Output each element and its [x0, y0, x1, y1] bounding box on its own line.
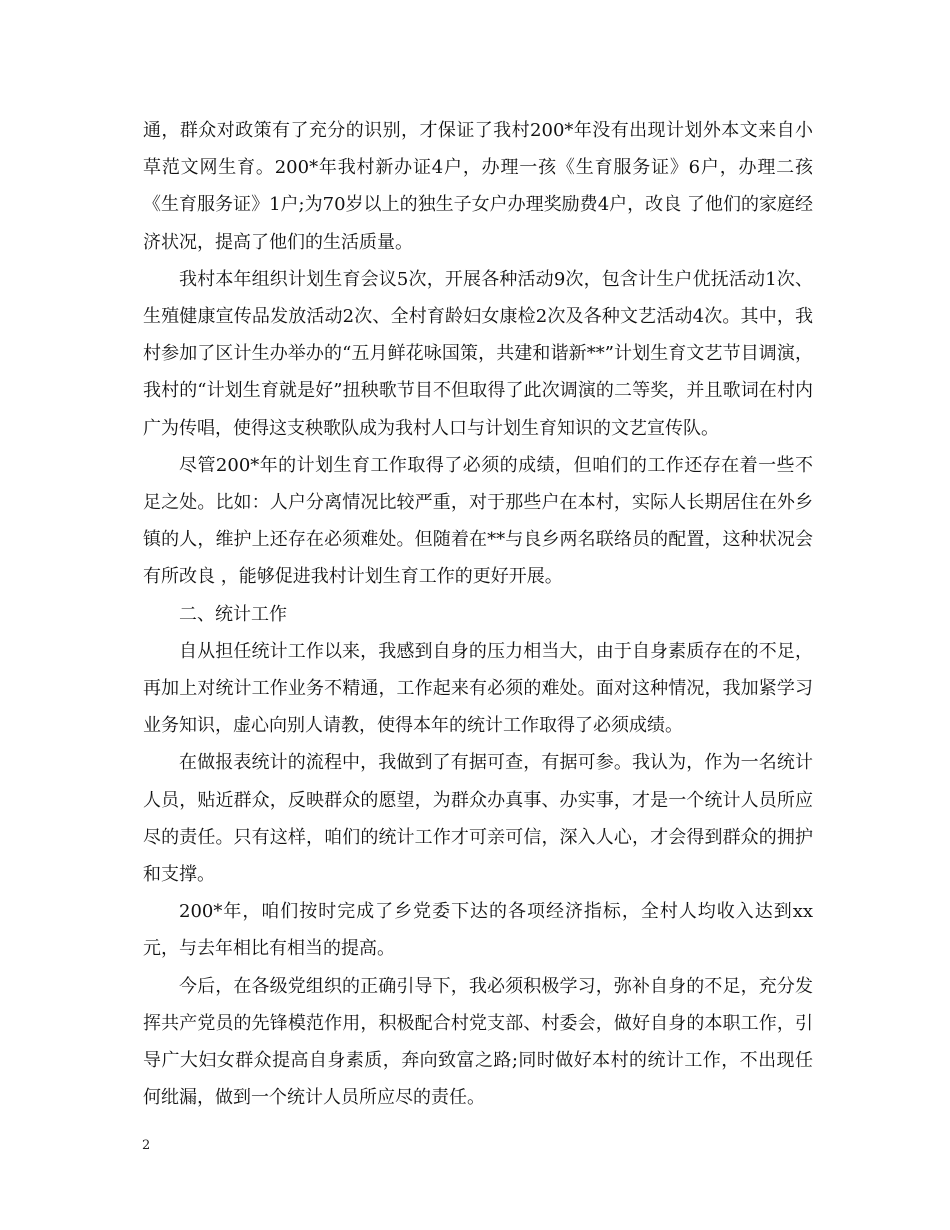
paragraph-statistics-intro: 自从担任统计工作以来，我感到自身的压力相当大，由于自身素质存在的不足，再加上对统计工作业务不精通，工作起来有必须的难处。面对这种情况，我加紧学习业务知识，虚心向别人请教，使得本年的统计工作取得了必须成绩。 [143, 640, 813, 737]
page-number: 2 [142, 1138, 151, 1153]
section-heading-statistics: 二、统计工作 [179, 603, 287, 625]
document-body [143, 112, 813, 1116]
paragraph-family-planning-results: 通，群众对政策有了充分的识别，才保证了我村200*年没有出现计划外本文来自小草范文网生育。200*年我村新办证4户，办理一孩《生育服务证》6户，办理二孩《生育服务证》1户;为70岁以上的独生子女户办理奖励费4户，改良 了他们的家庭经济状况，提高了他们的生活质量。 [143, 120, 813, 253]
paragraph-meetings-activities: 我村本年组织计划生育会议5次，开展各种活动9次，包含计生户优抚活动1次、生殖健康宣传品发放活动2次、全村育龄妇女康检2次及各种文艺活动4次。其中，我村参加了区计生办举办的“五月鲜花咏国策，共建和谐新**”计划生育文艺节目调演，我村的“计划生育就是好”扭秧歌节目不但取得了此次调演的二等奖，并且歌词在村内广为传唱，使得这支秧歌队成为我村人口与计划生育知识的文艺宣传队。 [143, 268, 813, 439]
paragraph-future-plans: 今后，在各级党组织的正确引导下，我必须积极学习，弥补自身的不足，充分发挥共产党员的先锋模范作用，积极配合村党支部、村委会，做好自身的本职工作，引导广大妇女群众提高自身素质，奔向致富之路;同时做好本村的统计工作，不出现任何纰漏，做到一个统计人员所应尽的责任。 [143, 975, 813, 1109]
paragraph-economic-targets: 200*年，咱们按时完成了乡党委下达的各项经济指标，全村人均收入达到xx元，与去年相比有相当的提高。 [143, 901, 813, 960]
paragraph-shortcomings: 尽管200*年的计划生育工作取得了必须的成绩，但咱们的工作还存在着一些不足之处。比如：人户分离情况比较严重，对于那些户在本村，实际人长期居住在外乡镇的人，维护上还存在必须难处。但随着在**与良乡两名联络员的配置，这种状况会有所改良 ，能够促进我村计划生育工作的更好开展。 [143, 454, 813, 588]
paragraph-reporting-process: 在做报表统计的流程中，我做到了有据可查，有据可参。我认为，作为一名统计人员，贴近群众，反映群众的愿望，为群众办真事、办实事，才是一个统计人员所应尽的责任。只有这样，咱们的统计工作才可亲可信，深入人心，才会得到群众的拥护和支撑。 [143, 752, 813, 886]
